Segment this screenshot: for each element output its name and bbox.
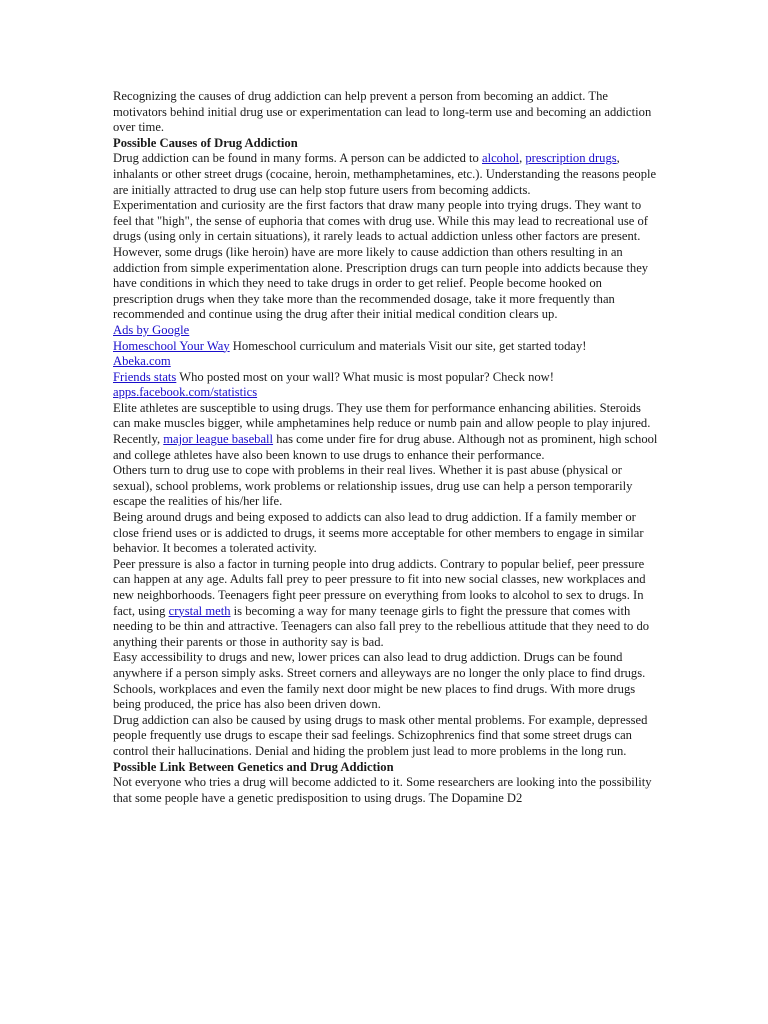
experimentation-paragraph: Experimentation and curiosity are the first factors that draw many people into trying drugs. They want to feel that "high", the sense of euphoria that comes with drug use. While this may lead to recreational use of drugs (using only in certain situations), it rarely leads to actual addiction unless other factors are present. However, some drugs (like heroin) have are more likely to cause addiction than others resulting in an addiction from simple experimentation alone. Prescription drugs can turn people into addicts because they have conditions in which they need to take drugs in order to get relief. People become hooked on prescription drugs when they take more than the recommended dosage, take it more frequently than recommended and continue using the drug after their initial medical condition clears up. [113, 198, 649, 322]
ads-block [113, 323, 658, 401]
athletes-paragraph [113, 401, 658, 463]
forms-paragraph [113, 151, 658, 198]
section-heading-causes: Possible Causes of Drug Addiction [113, 135, 298, 150]
ad-friends-stats-url-link[interactable]: apps.facebook.com/statistics [113, 385, 258, 400]
forms-text-sep: , [519, 151, 526, 166]
athletes-text-after: has come under fire for drug abuse. Although not as prominent, high school and college athletes have also been known to use drugs to enhance their performance. [113, 432, 658, 462]
accessibility-paragraph: Easy accessibility to drugs and new, lower prices can also lead to drug addiction. Drugs can be found anywhere if a person simply asks. Street corners and alleyways are no longer the only place to find drugs. Schools, workplaces and even the family next door might be new places to find drugs. With more drugs being produced, the price has also been driven down. [113, 650, 646, 712]
coping-paragraph: Others turn to drug use to cope with problems in their real lives. Whether it is past abuse (physical or sexual), school problems, work problems or relationship issues, drug use can help a person temporarily escape the realities of his/her life. [113, 463, 633, 509]
peer-pressure-paragraph [113, 557, 658, 651]
exposure-paragraph: Being around drugs and being exposed to addicts can also lead to drug addiction. If a family member or close friend uses or is addicted to drugs, it seems more acceptable for other members to engage in similar behavior. It becomes a tolerated activity. [113, 510, 644, 556]
major-league-baseball-link[interactable]: major league baseball [163, 432, 274, 447]
ad-homeschool-url-link[interactable]: Abeka.com [113, 354, 171, 369]
intro-paragraph: Recognizing the causes of drug addiction can help prevent a person from becoming an addict. The motivators behind initial drug use or experimentation can lead to long-term use and becoming an addiction over time. [113, 89, 652, 135]
mental-problems-paragraph: Drug addiction can also be caused by using drugs to mask other mental problems. For example, depressed people frequently use drugs to escape their sad feelings. Schizophrenics find that some street drugs can control their hallucinations. Denial and hiding the problem just lead to more problems in the long run. [113, 712, 648, 758]
forms-text-before: Drug addiction can be found in many forms. A person can be addicted to [113, 151, 482, 166]
forms-text-after: , inhalants or other street drugs (cocaine, heroin, methamphetamines, etc.). Understanding the reasons people are initially attracted to drug use can help stop future users from becoming addicts. [113, 151, 657, 197]
prescription-drugs-link[interactable]: prescription drugs [525, 151, 617, 166]
ads-by-google-link[interactable]: Ads by Google [113, 322, 190, 337]
peer-text-before: Peer pressure is also a factor in turning people into drug addicts. Contrary to popular belief, peer pressure can happen at any age. Adults fall prey to peer pressure to fit into new social classes, new workplaces and new neighborhoods. Teenagers fight peer pressure on everything from looks to alcohol to sex to drugs. In fact, using [113, 556, 646, 618]
ad-item [113, 339, 658, 355]
athletes-text-before: Elite athletes are susceptible to using drugs. They use them for performance enhancing abilities. Steroids can make muscles bigger, while amphetamines help reduce or numb pain and allow people to play injured. Recently, [113, 400, 651, 447]
document-body [113, 89, 658, 806]
ad-item [113, 370, 658, 386]
genetics-paragraph: Not everyone who tries a drug will become addicted to it. Some researchers are looking into the possibility that some people have a genetic predisposition to using drugs. The Dopamine D2 [113, 775, 652, 805]
ad-homeschool-text: Homeschool curriculum and materials Visit our site, get started today! [229, 338, 587, 353]
section-heading-genetics: Possible Link Between Genetics and Drug Addiction [113, 759, 394, 774]
crystal-meth-link[interactable]: crystal meth [168, 603, 231, 618]
ad-friends-stats-text: Who posted most on your wall? What music is most popular? Check now! [176, 369, 554, 384]
peer-text-after: is becoming a way for many teenage girls to fight the pressure that comes with needing to be thin and attractive. Teenagers can also fall prey to the rebellious attitude that they need to do anything their parents or those in authority say is bad. [113, 603, 650, 649]
alcohol-link[interactable]: alcohol [481, 151, 520, 166]
ad-homeschool-title-link[interactable]: Homeschool Your Way [113, 338, 230, 353]
ad-friends-stats-title-link[interactable]: Friends stats [113, 369, 177, 384]
